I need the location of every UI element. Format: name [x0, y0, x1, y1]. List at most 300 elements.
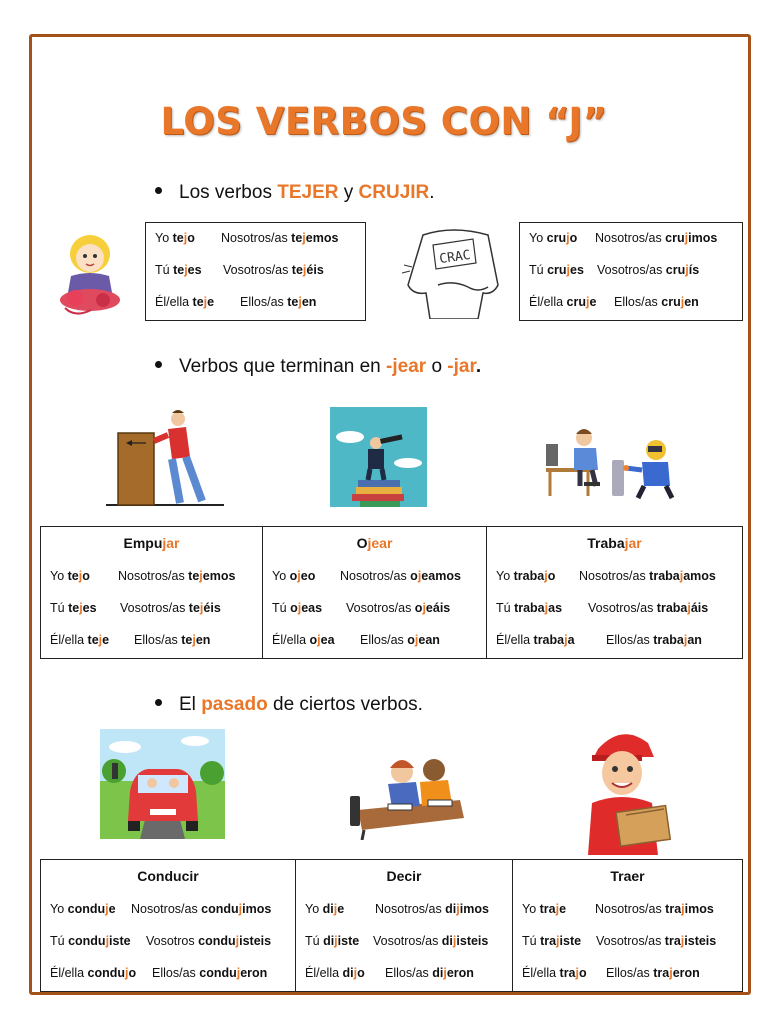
conj-stem: di — [323, 934, 335, 948]
conj-pronoun: Yo — [50, 569, 68, 583]
conjugation-row — [529, 295, 736, 309]
conjugation-row — [496, 601, 709, 615]
conj-j-letter: j — [334, 934, 338, 948]
crac-shirt-icon — [398, 225, 510, 319]
conj-pronoun: Él/ella — [50, 966, 88, 980]
header-ending: jar — [162, 535, 180, 551]
conj-j-letter: j — [184, 263, 188, 277]
conj-stem: te — [87, 633, 99, 647]
conj-ending: en — [684, 295, 699, 309]
conjugation-row — [155, 295, 359, 309]
column-header — [41, 868, 295, 884]
conj-stem: o — [410, 569, 418, 583]
conj-pronoun: Yo — [305, 902, 323, 916]
conj-j-letter: j — [669, 966, 673, 980]
conj-singular — [272, 601, 322, 615]
jar-conjugation-table — [40, 526, 743, 659]
conj-pronoun: Tú — [50, 934, 69, 948]
conj-ending: emos — [305, 231, 339, 245]
conj-pronoun: Tú — [305, 934, 324, 948]
delivery-man-icon — [582, 729, 682, 855]
conj-plural — [152, 966, 267, 980]
verb-crujir: CRUJIR — [358, 182, 430, 203]
conj-stem: condu — [199, 966, 237, 980]
conj-stem: te — [188, 569, 200, 583]
header-stem: O — [356, 535, 368, 551]
conj-plural — [385, 966, 474, 980]
conjugation-row — [529, 263, 736, 277]
conjugation-row — [50, 569, 236, 583]
conj-pronoun: Vosotros/as — [373, 934, 442, 948]
conj-j-letter: j — [317, 633, 321, 647]
conjugation-row — [522, 934, 717, 948]
conj-pronoun: Nosotros/as — [595, 231, 666, 245]
conj-plural — [579, 569, 716, 583]
conj-stem: te — [192, 295, 204, 309]
conj-ending: isteis — [456, 934, 489, 948]
conj-ending: e — [207, 295, 215, 309]
conj-plural — [223, 263, 324, 277]
conj-j-letter: j — [684, 231, 689, 245]
conj-ending: iste — [109, 934, 131, 948]
conj-j-letter: j — [297, 601, 302, 615]
conj-stem: traba — [649, 569, 680, 583]
conj-plural — [375, 902, 489, 916]
conj-stem: te — [287, 295, 299, 309]
conj-j-letter: j — [125, 966, 129, 980]
conj-stem: te — [173, 263, 185, 277]
conj-pronoun: Él/ella — [155, 295, 193, 309]
conj-ending: as — [548, 601, 563, 615]
conj-j-letter: j — [297, 569, 301, 583]
conj-pronoun: Ellos/as — [134, 633, 182, 647]
conj-ending: a — [567, 633, 575, 647]
conj-j-letter: j — [105, 902, 109, 916]
conj-j-letter: j — [302, 231, 306, 245]
conj-plural — [120, 601, 221, 615]
conj-ending: iste — [337, 934, 360, 948]
conj-ending: o — [357, 966, 365, 980]
conj-j-letter: j — [199, 569, 203, 583]
conj-plural — [596, 934, 716, 948]
conj-ending: imos — [242, 902, 272, 916]
conj-pronoun: Él/ella — [529, 295, 567, 309]
conj-pronoun: Yo — [522, 902, 540, 916]
conj-ending: imos — [688, 231, 718, 245]
conj-singular — [50, 569, 90, 583]
conj-pronoun: Nosotros/as — [579, 569, 650, 583]
conj-stem: di — [445, 902, 457, 916]
conj-pronoun: Tú — [522, 934, 541, 948]
conj-pronoun: Yo — [529, 231, 547, 245]
conj-pronoun: Tú — [529, 263, 548, 277]
conj-j-letter: j — [681, 902, 685, 916]
conj-ending: iste — [559, 934, 582, 948]
conj-j-letter: j — [685, 263, 689, 277]
conj-ending: es — [570, 263, 584, 277]
conj-ending: e — [337, 902, 345, 916]
conj-pronoun: Él/ella — [496, 633, 534, 647]
conj-stem: condu — [68, 934, 106, 948]
conj-pronoun: Vosotros/as — [120, 601, 189, 615]
conj-stem: tra — [664, 934, 681, 948]
conj-ending: o — [579, 966, 587, 980]
conj-j-letter: j — [452, 934, 457, 948]
conj-j-letter: j — [235, 934, 240, 948]
conj-ending: isteis — [239, 934, 272, 948]
conj-plural — [606, 966, 700, 980]
conjugation-row — [496, 633, 702, 647]
tejer-conjugation-box — [145, 222, 366, 321]
conj-j-letter: j — [333, 902, 338, 916]
conj-j-letter: j — [585, 295, 590, 309]
conj-singular — [305, 902, 344, 916]
conj-singular — [529, 231, 577, 245]
conj-stem: traba — [656, 601, 688, 615]
conj-j-letter: j — [199, 601, 204, 615]
conj-singular — [272, 633, 335, 647]
conj-singular — [496, 633, 575, 647]
conj-pronoun: Yo — [50, 902, 68, 916]
conj-stem: di — [432, 966, 444, 980]
conj-ending: an — [687, 633, 702, 647]
conj-pronoun: Tú — [50, 601, 69, 615]
conj-pronoun: Ellos/as — [614, 295, 662, 309]
conj-stem: cru — [665, 263, 686, 277]
conj-ending: áis — [690, 601, 709, 615]
conj-singular — [155, 231, 195, 245]
conj-stem: o — [290, 601, 298, 615]
conj-pronoun: Tú — [272, 601, 291, 615]
conj-plural — [346, 601, 450, 615]
conjugation-row — [50, 633, 211, 647]
conj-singular — [305, 934, 359, 948]
conj-j-letter: j — [680, 295, 685, 309]
conj-ending: e — [589, 295, 597, 309]
column-header — [487, 535, 742, 551]
conj-stem: cru — [546, 231, 567, 245]
conj-pronoun: Ellos/as — [606, 966, 654, 980]
header-stem: Traer — [610, 868, 645, 884]
conj-pronoun: Nosotros/as — [595, 902, 666, 916]
conjugation-row — [272, 569, 461, 583]
conjugation-row — [496, 569, 716, 583]
conj-j-letter: j — [98, 633, 103, 647]
bullet-jear-jar: Verbos que terminan en -jear o -jar. — [155, 356, 481, 378]
conj-ending: o — [128, 966, 137, 980]
conj-ending: éis — [203, 601, 221, 615]
conj-pronoun: Nosotros/as — [118, 569, 189, 583]
conj-singular — [50, 934, 131, 948]
conj-ending: ís — [688, 263, 700, 277]
conjugation-row — [50, 934, 272, 948]
conj-plural — [118, 569, 235, 583]
conj-singular — [522, 934, 581, 948]
conj-ending: es — [82, 601, 97, 615]
conj-stem: condu — [87, 966, 126, 980]
conj-stem: tra — [653, 966, 670, 980]
conj-j-letter: j — [566, 231, 570, 245]
conj-j-letter: j — [555, 902, 560, 916]
conj-stem: cru — [665, 231, 685, 245]
conj-j-letter: j — [105, 934, 110, 948]
conj-ending: emos — [202, 569, 236, 583]
conjugation-row — [155, 231, 359, 245]
conj-stem: o — [289, 569, 298, 583]
conj-stem: cru — [566, 295, 586, 309]
conj-pronoun: Nosotros/as — [131, 902, 202, 916]
conj-ending: e — [108, 902, 116, 916]
pasado-conjugation-table — [40, 859, 743, 992]
column-header — [263, 535, 486, 551]
conj-j-letter: j — [417, 569, 422, 583]
conj-plural — [221, 231, 338, 245]
conj-j-letter: j — [203, 295, 208, 309]
conj-stem: o — [407, 633, 415, 647]
conj-plural — [606, 633, 702, 647]
page-title: LOS VERBOS CON “J” — [160, 100, 608, 143]
conj-plural — [595, 231, 717, 245]
conj-singular — [496, 601, 562, 615]
conjugation-row — [272, 601, 451, 615]
header-stem: Decir — [386, 868, 422, 884]
conj-ending: ea — [320, 633, 335, 647]
conj-stem: te — [188, 601, 200, 615]
conj-j-letter: j — [575, 966, 579, 980]
conj-stem: tra — [540, 934, 557, 948]
conj-j-letter: j — [238, 902, 243, 916]
conj-stem: te — [291, 231, 303, 245]
conj-ending: éis — [306, 263, 324, 277]
car-drive-icon — [100, 729, 225, 839]
conj-stem: di — [342, 966, 354, 980]
conj-singular — [529, 263, 584, 277]
column-header — [513, 868, 742, 884]
conj-stem: o — [414, 601, 423, 615]
header-stem: Traba — [587, 535, 625, 551]
conj-pronoun: Nosotros/as — [340, 569, 411, 583]
conj-stem: di — [322, 902, 334, 916]
conj-ending: eron — [446, 966, 474, 980]
conjugation-row — [50, 601, 221, 615]
conj-ending: en — [301, 295, 317, 309]
conjugation-row — [50, 902, 272, 916]
conj-stem: te — [181, 633, 193, 647]
conj-ending: eron — [672, 966, 700, 980]
conj-j-letter: j — [414, 633, 419, 647]
conj-stem: traba — [513, 569, 545, 583]
conj-ending: eas — [301, 601, 323, 615]
header-stem: Empu — [123, 535, 163, 551]
conj-stem: di — [441, 934, 453, 948]
table-column — [513, 860, 742, 991]
conj-plural — [146, 934, 271, 948]
conj-j-letter: j — [79, 601, 83, 615]
conj-singular — [305, 966, 365, 980]
conj-pronoun: Ellos/as — [606, 633, 654, 647]
conj-plural — [588, 601, 708, 615]
conj-singular — [522, 966, 587, 980]
bullet-dot-icon — [155, 187, 162, 194]
conj-ending: o — [569, 231, 578, 245]
conj-plural — [614, 295, 699, 309]
header-ending: jar — [624, 535, 642, 551]
office-workers-icon — [540, 420, 680, 500]
conj-pronoun: Ellos/as — [240, 295, 288, 309]
conj-ending: e — [559, 902, 567, 916]
conj-pronoun: Yo — [272, 569, 290, 583]
conj-j-letter: j — [556, 934, 560, 948]
conj-j-letter: j — [236, 966, 241, 980]
conj-stem: tra — [539, 902, 556, 916]
conj-ending: en — [195, 633, 211, 647]
conj-j-letter: j — [566, 263, 570, 277]
conj-plural — [340, 569, 461, 583]
conj-stem: te — [291, 263, 303, 277]
conj-j-letter: j — [192, 633, 196, 647]
conj-j-letter: j — [544, 569, 548, 583]
conjugation-row — [522, 966, 700, 980]
conj-pronoun: Él/ella — [522, 966, 560, 980]
conj-j-letter: j — [78, 569, 83, 583]
conj-ending: o — [547, 569, 556, 583]
conj-pronoun: Vosotros/as — [346, 601, 415, 615]
conj-singular — [50, 633, 109, 647]
conj-pronoun: Él/ella — [50, 633, 88, 647]
conj-plural — [360, 633, 440, 647]
conj-j-letter: j — [679, 569, 684, 583]
conj-j-letter: j — [544, 601, 549, 615]
conj-stem: tra — [665, 902, 682, 916]
conjugation-row — [305, 902, 489, 916]
conj-stem: traba — [653, 633, 684, 647]
conj-singular — [529, 295, 596, 309]
conj-ending: ean — [418, 633, 440, 647]
conj-pronoun: Ellos/as — [360, 633, 408, 647]
conj-pronoun: Yo — [155, 231, 173, 245]
conj-j-letter: j — [298, 295, 302, 309]
conj-pronoun: Nosotros/as — [221, 231, 292, 245]
bullet-dot-icon — [155, 361, 162, 368]
conj-stem: condu — [201, 902, 239, 916]
conj-j-letter: j — [353, 966, 358, 980]
conj-singular — [272, 569, 315, 583]
bullet-pasado: El pasado de ciertos verbos. — [155, 694, 423, 716]
conj-pronoun: Vosotros — [146, 934, 199, 948]
conjugation-row — [529, 231, 736, 245]
conjugation-row — [50, 966, 268, 980]
conj-stem: cru — [661, 295, 681, 309]
conj-stem: tra — [559, 966, 576, 980]
conj-plural — [595, 902, 714, 916]
knitting-child-icon — [55, 226, 125, 318]
conj-j-letter: j — [680, 934, 685, 948]
bullet-dot-icon — [155, 699, 162, 706]
conj-ending: eo — [300, 569, 316, 583]
table-column — [263, 527, 487, 658]
header-stem: Conducir — [137, 868, 199, 884]
conj-pronoun: Vosotros/as — [596, 934, 665, 948]
conj-j-letter: j — [443, 966, 447, 980]
conj-singular — [155, 295, 214, 309]
crujir-conjugation-box — [519, 222, 743, 321]
conj-singular — [522, 902, 566, 916]
conj-pronoun: Vosotros/as — [588, 601, 657, 615]
conj-pronoun: Ellos/as — [385, 966, 433, 980]
header-ending: jear — [367, 535, 393, 551]
conj-pronoun: Yo — [496, 569, 514, 583]
conj-singular — [50, 966, 136, 980]
table-column — [41, 527, 263, 658]
column-header — [296, 868, 512, 884]
conj-j-letter: j — [683, 633, 688, 647]
conjugation-row — [522, 902, 714, 916]
conjugation-row — [155, 263, 359, 277]
conj-plural — [373, 934, 488, 948]
conjugation-row — [305, 934, 489, 948]
conj-plural — [597, 263, 699, 277]
conj-pronoun: Él/ella — [305, 966, 343, 980]
conj-singular — [155, 263, 202, 277]
conj-stem: cru — [547, 263, 567, 277]
conj-stem: condu — [198, 934, 236, 948]
conj-pronoun: Tú — [496, 601, 515, 615]
conj-j-letter: j — [422, 601, 426, 615]
conj-j-letter: j — [564, 633, 568, 647]
bullet-tejer-crujir: Los verbos TEJER y CRUJIR. — [155, 182, 435, 204]
conj-pronoun: Él/ella — [272, 633, 310, 647]
conj-plural — [131, 902, 271, 916]
conj-j-letter: j — [302, 263, 307, 277]
conj-ending: es — [187, 263, 202, 277]
conj-j-letter: j — [456, 902, 460, 916]
conj-stem: traba — [533, 633, 565, 647]
conj-stem: traba — [514, 601, 545, 615]
conj-stem: te — [172, 231, 184, 245]
conj-pronoun: Tú — [155, 263, 174, 277]
conj-singular — [50, 601, 97, 615]
conj-pronoun: Nosotros/as — [375, 902, 446, 916]
conjugation-row — [272, 633, 440, 647]
table-column — [41, 860, 296, 991]
conj-j-letter: j — [183, 231, 188, 245]
conj-stem: te — [68, 601, 80, 615]
conj-ending: e — [102, 633, 110, 647]
conj-stem: o — [309, 633, 318, 647]
telescope-books-icon — [330, 407, 427, 507]
crac-text: CRAC — [438, 247, 472, 268]
conj-ending: isteis — [684, 934, 717, 948]
table-column — [296, 860, 513, 991]
conj-ending: o — [187, 231, 195, 245]
conj-pronoun: Ellos/as — [152, 966, 200, 980]
conj-j-letter: j — [687, 601, 691, 615]
conjugation-row — [305, 966, 474, 980]
conj-singular — [50, 902, 116, 916]
conj-ending: amos — [683, 569, 716, 583]
conj-pronoun: Vosotros/as — [223, 263, 292, 277]
conj-ending: eamos — [421, 569, 461, 583]
pushing-man-icon — [106, 407, 224, 507]
conj-stem: condu — [67, 902, 106, 916]
verb-tejer: TEJER — [277, 182, 339, 203]
conj-plural — [134, 633, 210, 647]
conj-ending: imos — [684, 902, 714, 916]
students-talking-icon — [348, 752, 466, 840]
conj-plural — [240, 295, 316, 309]
conj-ending: eron — [240, 966, 268, 980]
conj-ending: o — [82, 569, 90, 583]
